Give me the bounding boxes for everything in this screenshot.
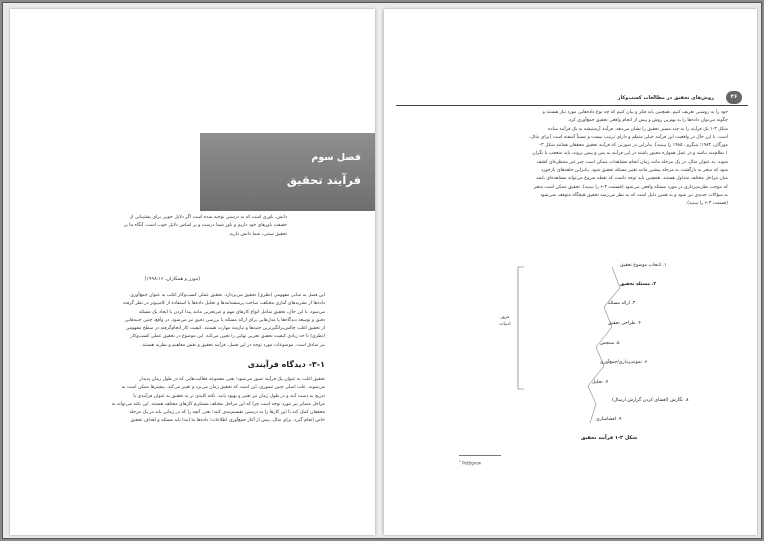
chapter-number: فصل سوم (311, 152, 361, 163)
text-line: میان مراحل مختلف متداول هستند. همچنین باید توجه داشت که نقطه شروع می‌تواند مشاهده‌ای باشد (535, 176, 728, 182)
text-line: از تحقیق اغلب چالش‌برانگیزترین جنبه‌ها و نیازمند مهارت هستند. کیفیت کار انجام‌گرفته در سطح مفهومی (125, 326, 325, 332)
document-viewer-frame (2, 2, 762, 539)
text-line: شکل ۳-۱ یک فرآیند را به چند مسیر تحقیق را نشان می‌دهد. فرآیند آرمیتیشه به یک فرآیند ساده (548, 126, 728, 132)
quote-line: دانش، باوری است که به درستی توجیه شده است اگر دلایل خوبی برای پشتیبانی از (129, 215, 287, 220)
side-label-line: ادبیات (499, 322, 511, 327)
process-step-4: ۴. طراحی تحقیق (608, 321, 641, 326)
text-line: است. با این حال در واقعیت این فرآیند خیلی منظم و دارای ترتیب نیست و نسبتاً آشفته است [برای مثال، (529, 134, 728, 140)
quote-citation: (موزر و همکاران، ۱۹۹۸:۱۶) (144, 277, 200, 282)
section-heading: ۳-۱- دیدگاه فرآیندی (247, 360, 325, 369)
text-line: شود که منجر به بازگشت به مرحله پیشین مانند تغییر مسئله تحقیق شود. بنابراین حلقه‌های بازخورد (541, 168, 728, 174)
text-line: مراحل متمایز نیز مورد توجه است چرا که این مراحل مختلف مستلزم کارهای مختلف هستند. این نکته می‌تواند به (111, 401, 325, 407)
text-line: محققان کمک کند تا این کارها را به درستی تقسیم‌بندی کنند؛ یعنی آنچه را که در زمانی باید در یک مرحله (129, 410, 325, 416)
text-line: مورگان، ۱۹۸۳؛ پتیگرو ، ۱۹۸۵ را ببینید]. بنابراین در صورتی که فرآیند تحقیق محققان همانند شکل ۳- (539, 143, 728, 149)
text-line: تحقیق اغلب به عنوان یک فرآیند تصور می‌شود؛ یعنی مجموعه فعالیت‌هایی که در طول زمان پدیدار (139, 377, 325, 382)
process-step-6: ۶. نمونه‌برداری/جمع‌آوری (600, 360, 648, 365)
text-line: می‌شوند. علت اصلی چنین تصوری، این است که تحقیق زمان می‌برد و تغییر می‌کند. بیشترها ممکن است به (121, 385, 325, 391)
process-step-9: ۹. افشاسازی (596, 417, 622, 422)
text-line: تدریج به دست آیند و در طول زمان نیز تغییر و بهبود یابند. نکته کلیدی تر به تحقیق به عنوان فرآیندی با (133, 393, 325, 399)
book-gutter (376, 9, 383, 535)
text-line: نیز صادق است. موضوعات مورد توجه در این فصل، فرآیند تحقیق و نقش مفاهیم و نظریه هستند. (141, 342, 325, 348)
text-line: شوند. به عنوان مثال، در یک مرحله مانند زمان انجام مشاهدات ممکن است چیز غیر منتظره‌ای کشف (536, 159, 728, 165)
text-line: ۱ نظام‌مند نباشد و در عمل همواره مجبور باشند در این فرآیند به پس و پیش بروند، باید متعجب یا نگران (532, 151, 728, 157)
quote-line: تحقیق ستنی، شما دانش دارید. (228, 231, 287, 237)
process-steps (592, 263, 689, 422)
right-page (384, 9, 757, 535)
text-line: که موجب نظریه‌پردازی در مورد مسئله واقعی می‌شود (قسمت ۳-۶ را ببینید). تحقیق ممکن است منجر (533, 184, 728, 190)
running-title: روش‌های تحقیق در مطالعات کسب‌وکار (617, 95, 714, 101)
epigraph-quote (102, 214, 287, 239)
footnote-marker: 1 (459, 459, 461, 463)
process-step-3: ۳. ارائه مسئله (608, 301, 636, 306)
process-step-8: ۸. نگارش (افشای کردن گزارش ارسال) (612, 398, 689, 403)
text-line: خود را به روشنی تعریف کنیم. همچنین باید فکر و بیان کنیم که چه نوع داده‌هایی مورد نیاز هستند و (542, 110, 728, 115)
text-line: خاص انجام گیرد. برای مثال، پیش از آغاز جمع‌آوری اطلاعات؛ داده‌ها ما ابتدا باید مسئله و اهداف تحقیق (130, 418, 325, 424)
chapter-banner (200, 133, 375, 211)
quote-line: حقیقت باورهای خود داریم و باور شما درست و بر اساس دلایل خوب است، آنگاه ما بر (123, 223, 287, 229)
footnote-text: Pettigrew (462, 460, 482, 466)
process-step-2: ۲. مسئله تحقیق (620, 282, 657, 287)
intro-paragraph (70, 292, 325, 350)
text-line: (نظری) تا حد زیادی کیفیت تحقیق تجربی نهایی را تعیین می‌کند. این موضوع در تحقیق عملی کسب‌وکار (130, 334, 325, 340)
process-step-7: ۷. تحلیل (592, 380, 609, 385)
process-step-1: ۱. انتخاب موضوع تحقیق (620, 263, 667, 268)
feedback-bracket (518, 267, 524, 389)
footnote (459, 459, 481, 465)
research-process-diagram (384, 9, 757, 535)
page-number-badge: ۴۶ (726, 91, 742, 104)
text-line: (قسمت ۳-۶ را ببینید). (685, 201, 728, 207)
side-label-line: مرور (500, 315, 510, 320)
text-line: می‌شود. با این حال، تحقیق شامل انواع کارهای مهم و غیرتجربی مانند پیدا کردن یا ایجاد یک مسئله (138, 309, 325, 315)
figure-caption: شکل ۳-۱ فرآیند تحقیق (580, 435, 638, 441)
left-page (10, 9, 375, 535)
text-line: داده‌ها از نشریه‌های آماری مختلف، ساخت پرسشنامه‌ها و تحلیل داده‌ها با استفاده از کامپیوتر در نظر گرفته (123, 301, 325, 307)
chapter-title: فرآیند تحقیق (286, 173, 361, 187)
text-line: این فصل به مبانی مفهومی (نظری) تحقیق می‌پردازد. تحقیق عملی کسب‌وکار اغلب به عنوان جمع‌آوری (130, 293, 325, 298)
section-paragraph (70, 376, 325, 426)
text-line: به سؤالات جدیدی نیز شود و به همین دلیل است که به نظر می‌رسد تحقیق هیچگاه متوقف نمی‌شود (540, 192, 728, 198)
text-line: دقیق و توسعه دیدگاه‌ها یا مدل‌هایی برای ارائه مسئله یا بررسی دقیق نیز می‌شود. در واقع، چنین جنبه‌هایی (124, 317, 325, 323)
footnote-divider (459, 455, 501, 456)
text-line: چگونه می‌توان داده‌ها را به بهترین روش و پیش از انجام واقعی تحقیق جمع‌آوری کرد. (567, 118, 728, 124)
process-step-5: ۵. سنجش (600, 341, 620, 346)
